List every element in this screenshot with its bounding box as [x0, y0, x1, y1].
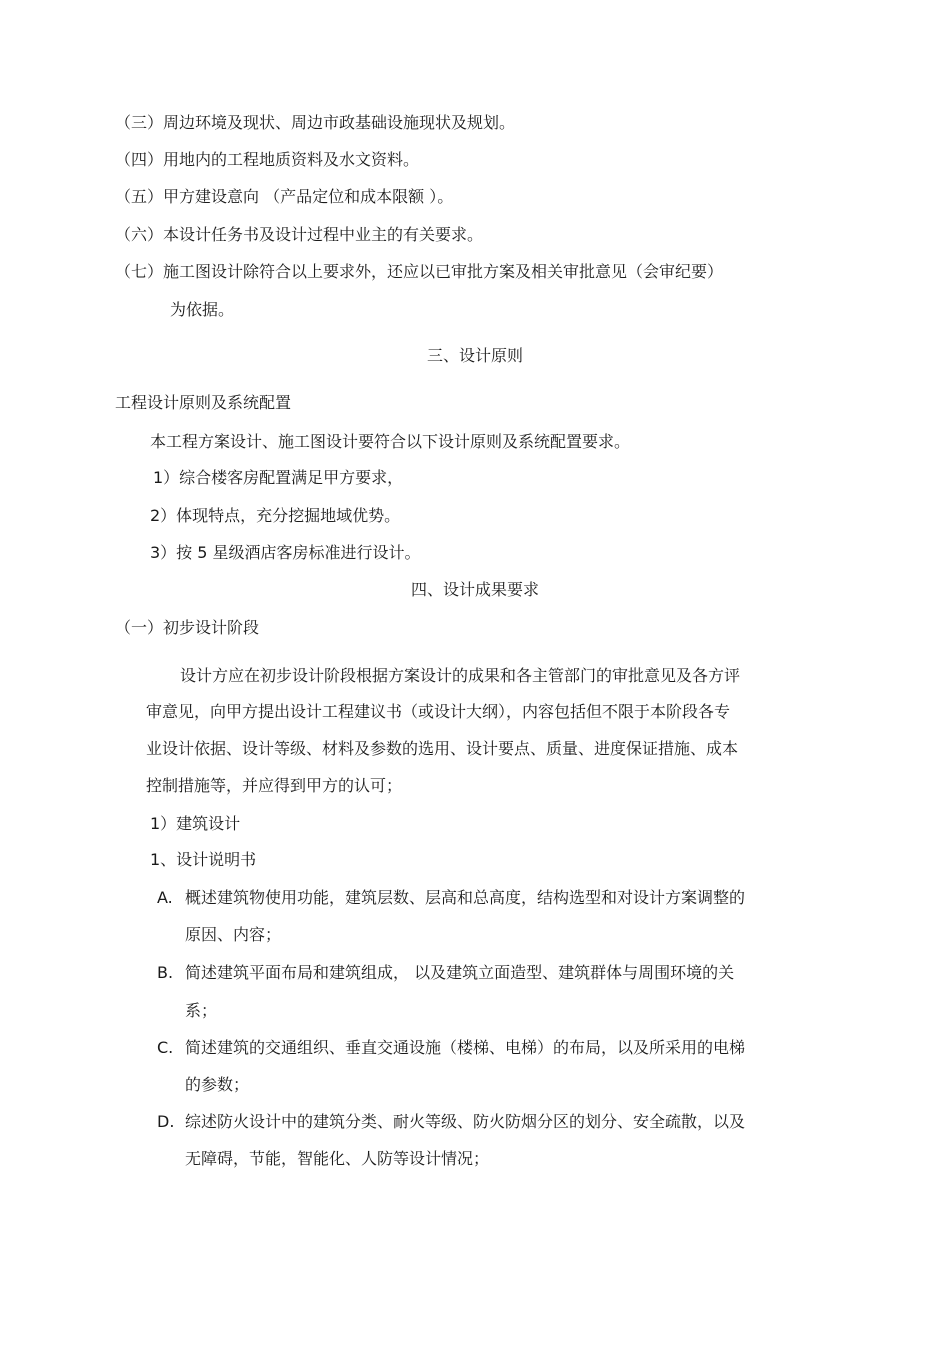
item-marker: D. [157, 1112, 175, 1131]
basis-item-marker: （六） [115, 225, 164, 244]
basis-item-marker: （五） [115, 187, 164, 206]
item-line: 简述建筑的交通组织、垂直交通设施（楼梯、电梯）的布局，以及所采用的电梯 [185, 1038, 746, 1057]
item-line: 原因、内容； [185, 925, 282, 944]
basis-item-text: 甲方建设意向 （产品定位和成本限额 ）。 [163, 187, 454, 206]
paragraph-line: 设计方应在初步设计阶段根据方案设计的成果和各主管部门的审批意见及各方评 [180, 666, 741, 685]
paragraph-line: 业设计依据、设计等级、材料及参数的选用、设计要点、质量、进度保证措施、成本 [146, 739, 739, 758]
paragraph-line: 控制措施等，并应得到甲方的认可； [146, 776, 403, 795]
basis-item-text: 周边环境及现状、周边市政基础设施现状及规划。 [163, 113, 516, 132]
item-line: 无障碍，节能，智能化、人防等设计情况； [185, 1149, 490, 1168]
paragraph-line: 审意见，向甲方提出设计工程建议书（或设计大纲），内容包括但不限于本阶段各专 [146, 702, 731, 721]
item-line: 的参数； [185, 1075, 250, 1094]
basis-item-marker: （七） [115, 262, 164, 281]
principle-item-1: 1）综合楼客房配置满足甲方要求， [153, 468, 404, 487]
stage-heading: （一）初步设计阶段 [115, 618, 260, 637]
item-line: 系； [185, 1001, 218, 1020]
section-intro: 本工程方案设计、施工图设计要符合以下设计原则及系统配置要求。 [150, 432, 631, 451]
basis-item-marker: （四） [115, 150, 164, 169]
item-marker: B. [157, 963, 174, 982]
basis-item-3 [115, 113, 515, 133]
item-line: 简述建筑平面布局和建筑组成， 以及建筑立面造型、建筑群体与周围环境的关 [185, 963, 735, 982]
section-subtitle: 工程设计原则及系统配置 [115, 393, 292, 412]
item-line: 综述防火设计中的建筑分类、耐火等级、防火防烟分区的划分、安全疏散，以及 [185, 1112, 746, 1131]
basis-item-7-continuation: 为依据。 [170, 300, 235, 319]
subheading-architecture: 1）建筑设计 [150, 814, 241, 833]
item-marker: A. [157, 888, 173, 907]
principle-item-2: 2）体现特点，充分挖掘地域优势。 [150, 506, 401, 525]
subheading-spec: 1、设计说明书 [150, 850, 257, 869]
basis-item-text: 施工图设计除符合以上要求外，还应以已审批方案及相关审批意见（会审纪要） [163, 262, 724, 281]
section-heading-deliverables: 四、设计成果要求 [410, 580, 539, 599]
basis-item-4 [115, 150, 419, 170]
principle-item-3: 3）按 5 星级酒店客房标准进行设计。 [150, 543, 421, 562]
basis-item-text: 本设计任务书及设计过程中业主的有关要求。 [163, 225, 484, 244]
basis-item-text: 用地内的工程地质资料及水文资料。 [163, 150, 420, 169]
basis-item-7 [115, 262, 723, 282]
item-line: 概述建筑物使用功能，建筑层数、层高和总高度，结构选型和对设计方案调整的 [185, 888, 746, 907]
basis-item-5 [115, 187, 453, 207]
section-heading-design-principles: 三、设计原则 [426, 346, 523, 365]
basis-item-marker: （三） [115, 113, 164, 132]
basis-item-6 [115, 225, 483, 245]
item-marker: C. [157, 1038, 174, 1057]
